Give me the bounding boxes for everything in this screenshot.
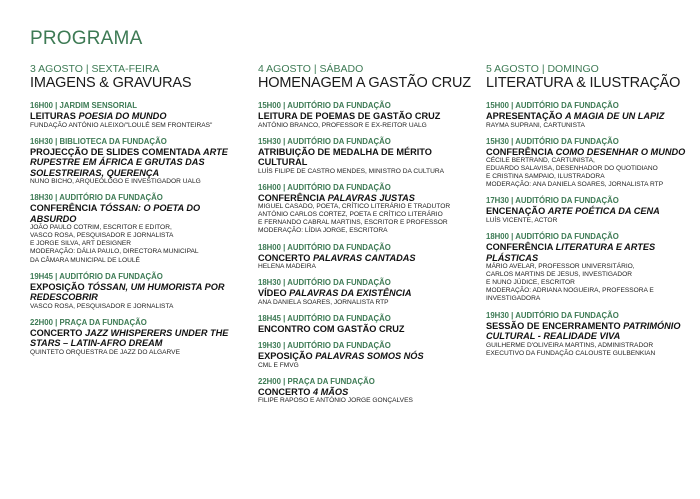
event-item <box>258 101 468 130</box>
event-item <box>258 137 468 176</box>
event-detail: CML E FMVG <box>258 361 299 369</box>
day-date: 4 AGOSTO | SÁBADO <box>258 63 364 75</box>
event-time: 19H45 | AUDITÓRIO DA FUNDAÇÃO <box>30 271 163 281</box>
event-detail: DA CÂMARA MUNICIPAL DE LOULÉ <box>30 256 140 264</box>
event-title-text: EXPOSIÇÃO <box>30 281 88 292</box>
event-item <box>258 183 468 236</box>
event-title-italic: PALAVRAS SOMOS NÓS <box>315 351 424 362</box>
event-detail: EDUARDO SALAVISA, DESENHADOR DO QUOTIDIANO <box>486 165 658 173</box>
event-time: 15H30 | AUDITÓRIO DA FUNDAÇÃO <box>486 136 619 146</box>
event-detail: CÉCILE BERTRAND, CARTUNISTA, <box>486 157 595 165</box>
event-title-italic: ARTE RUPESTRE EM ÁFRICA E GRUTAS DAS SOLESTREIRAS, QUERENÇA <box>30 146 228 178</box>
event-detail: JOÃO PAULO COTRIM, ESCRITOR E EDITOR, <box>30 224 172 232</box>
event-title <box>258 288 468 299</box>
event-title <box>486 206 691 217</box>
event-detail: E JORGE SILVA, ART DESIGNER <box>30 240 132 248</box>
event-title <box>30 282 240 303</box>
event-detail: EXECUTIVO DA FUNDAÇÃO CALOUSTE GULBENKIAN <box>486 349 656 357</box>
event-detail: NUNO BICHO, ARQUEÓLOGO E INVESTIGADOR UALG <box>30 178 201 186</box>
event-title <box>30 147 240 179</box>
event-detail: QUINTETO ORQUESTRA DE JAZZ DO ALGARVE <box>30 348 180 356</box>
event-title-text: ENCENAÇÃO <box>486 206 548 217</box>
event-title-text: CONCERTO <box>258 252 313 263</box>
day-theme: LITERATURA & ILUSTRAÇÃO <box>486 75 681 91</box>
event-detail: MÁRIO AVELAR, PROFESSOR UNIVERSITÁRIO, <box>486 263 635 271</box>
event-detail: GUILHERME D'OLIVEIRA MARTINS, ADMINISTRADOR <box>486 341 654 349</box>
event-detail: FUNDAÇÃO ANTÓNIO ALEIXO/"LOULÉ SEM FRONTEIRAS" <box>30 121 213 129</box>
event-item <box>486 232 691 303</box>
event-time: 18H00 | AUDITÓRIO DA FUNDAÇÃO <box>486 232 619 242</box>
event-item <box>486 101 691 130</box>
event-detail: E CRISTINA SAMPAIO, ILUSTRADORA <box>486 173 605 181</box>
event-item <box>30 318 240 357</box>
event-title <box>30 111 240 122</box>
event-title-text: CONCERTO <box>30 327 85 338</box>
event-title-text: CONFERÊNCIA <box>30 203 100 214</box>
event-item <box>30 193 240 264</box>
event-time: 16H00 | JARDIM SENSORIAL <box>30 101 138 110</box>
event-time: 18H30 | AUDITÓRIO DA FUNDAÇÃO <box>30 193 163 203</box>
event-time: 22H00 | PRAÇA DA FUNDAÇÃO <box>258 376 375 386</box>
event-detail: MODERAÇÃO: LÍDIA JORGE, ESCRITORA <box>258 227 388 235</box>
event-detail: MODERAÇÃO: ANA DANIELA SOARES, JORNALISTA RTP <box>486 181 664 189</box>
event-title-italic: PALAVRAS CANTADAS <box>312 252 416 263</box>
event-time: 16H00 | AUDITÓRIO DA FUNDAÇÃO <box>258 182 391 192</box>
event-item <box>486 311 691 358</box>
event-detail: MODERAÇÃO: ADRIANA NOGUEIRA, PROFESSORA E INVESTIGADORA <box>486 287 654 303</box>
event-time: 17H30 | AUDITÓRIO DA FUNDAÇÃO <box>486 196 619 206</box>
event-detail: E FERNANDO CABRAL MARTINS, ESCRITOR E PROFESSOR <box>258 219 448 227</box>
event-title-italic: POESIA DO MUNDO <box>78 111 167 121</box>
event-title-text: PROJECÇÃO DE SLIDES COMENTADA <box>30 146 204 157</box>
event-title <box>258 253 468 264</box>
event-detail: CARLOS MARTINS DE JESUS, INVESTIGADOR <box>486 271 633 279</box>
event-time: 15H00 | AUDITÓRIO DA FUNDAÇÃO <box>486 101 619 110</box>
event-title-text: CONCERTO <box>258 386 313 397</box>
event-time: 19H30 | AUDITÓRIO DA FUNDAÇÃO <box>486 310 619 320</box>
page-title: PROGRAMA <box>30 28 143 49</box>
event-detail: MODERAÇÃO: DÁLIA PAULO, DIRECTORA MUNICIPAL <box>30 248 199 256</box>
event-title-italic: TÓSSAN, UM HUMORISTA POR REDESCOBRIR <box>30 281 225 303</box>
event-detail: FILIPE RAPOSO E ANTÓNIO JORGE GONÇALVES <box>258 397 413 405</box>
day-column-1 <box>30 63 240 364</box>
event-title-text: VÍDEO <box>258 288 290 299</box>
event-title-text: ENCONTRO COM GASTÃO CRUZ <box>258 323 405 334</box>
event-title-italic: TÓSSAN: O POETA DO ABSURDO <box>30 203 201 224</box>
event-detail: LUÍS FILIPE DE CASTRO MENDES, MINISTRO DA CULTURA <box>258 167 444 175</box>
event-detail: ANTÓNIO CARLOS CORTEZ, POETA E CRÍTICO LITERÁRIO <box>258 211 443 219</box>
event-item <box>258 377 468 406</box>
event-time: 18H00 | AUDITÓRIO DA FUNDAÇÃO <box>258 242 391 252</box>
event-title <box>258 387 468 398</box>
event-detail: VASCO ROSA, PESQUISADOR E JORNALISTA <box>30 232 174 240</box>
event-title-text: EXPOSIÇÃO <box>258 351 316 362</box>
event-title-italic: PALAVRAS JUSTAS <box>327 192 415 203</box>
event-detail: MIGUEL CASADO, POETA, CRÍTICO LITERÁRIO E TRADUTOR <box>258 203 451 211</box>
event-title-text: LEITURA DE POEMAS DE GASTÃO CRUZ <box>258 111 441 121</box>
day-date: 3 AGOSTO | SEXTA-FEIRA <box>30 63 160 75</box>
event-item <box>258 243 468 272</box>
event-title <box>258 111 468 122</box>
event-item <box>258 278 468 307</box>
event-title <box>486 321 691 342</box>
event-time: 19H30 | AUDITÓRIO DA FUNDAÇÃO <box>258 341 391 351</box>
day-column-2 <box>258 63 471 412</box>
event-time: 16H30 | BIBLIOTECA DA FUNDAÇÃO <box>30 136 167 146</box>
event-detail: VASCO ROSA, PESQUISADOR E JORNALISTA <box>30 302 174 310</box>
event-title-text: ATRIBUIÇÃO DE MEDALHA DE MÉRITO CULTURAL <box>258 146 432 168</box>
event-title <box>486 111 691 122</box>
event-detail: E NUNO JÚDICE, ESCRITOR <box>486 279 575 287</box>
day-theme: IMAGENS & GRAVURAS <box>30 75 192 91</box>
event-detail: HELENA MADEIRA <box>258 263 316 271</box>
event-time: 22H00 | PRAÇA DA FUNDAÇÃO <box>30 317 147 327</box>
event-detail: RAYMA SUPRANI, CARTUNISTA <box>486 121 585 129</box>
event-title <box>30 328 240 349</box>
event-time: 15H00 | AUDITÓRIO DA FUNDAÇÃO <box>258 101 391 110</box>
event-title <box>258 193 468 204</box>
event-title <box>258 147 468 168</box>
event-item <box>30 272 240 311</box>
event-title-text: CONFERÊNCIA <box>486 146 556 157</box>
event-title-text: CONFERÊNCIA <box>258 192 328 203</box>
event-time: 15H30 | AUDITÓRIO DA FUNDAÇÃO <box>258 136 391 146</box>
event-title-italic: ARTE POÉTICA DA CENA <box>547 206 660 217</box>
event-time: 18H30 | AUDITÓRIO DA FUNDAÇÃO <box>258 278 391 288</box>
event-title-italic: LITERATURA E ARTES PLÁSTICAS <box>486 242 656 263</box>
event-title-text: CONFERÊNCIA <box>486 242 556 253</box>
event-title-italic: JAZZ WHISPERERS UNDER THE STARS – LATIN-AFRO DREAM <box>30 327 229 349</box>
event-item <box>486 196 691 225</box>
event-item <box>486 137 691 190</box>
event-title-italic: COMO DESENHAR O MUNDO <box>555 146 686 157</box>
event-title <box>486 147 691 158</box>
event-title-italic: PALAVRAS DA EXISTÊNCIA <box>289 288 412 299</box>
event-item <box>258 341 468 370</box>
event-title <box>258 324 468 335</box>
event-title-text: LEITURAS <box>30 111 79 121</box>
day-theme: HOMENAGEM A GASTÃO CRUZ <box>258 75 471 91</box>
event-title <box>258 351 468 362</box>
event-item <box>30 101 240 130</box>
event-item <box>30 137 240 187</box>
event-time: 18H45 | AUDITÓRIO DA FUNDAÇÃO <box>258 313 391 323</box>
day-date: 5 AGOSTO | DOMINGO <box>486 63 599 75</box>
event-detail: ANA DANIELA SOARES, JORNALISTA RTP <box>258 298 389 306</box>
event-title-text: SESSÃO DE ENCERRAMENTO <box>486 320 624 331</box>
event-title <box>30 203 240 224</box>
event-title-italic: 4 MÃOS <box>312 386 349 397</box>
event-title-italic: PATRIMÓNIO CULTURAL - REALIDADE VIVA <box>486 320 681 342</box>
event-detail: LUÍS VICENTE, ACTOR <box>486 216 558 224</box>
event-title-text: APRESENTAÇÃO <box>486 111 565 121</box>
day-column-3 <box>486 63 691 365</box>
event-detail: ANTÓNIO BRANCO, PROFESSOR E EX-REITOR UALG <box>258 121 427 129</box>
event-title <box>486 242 691 263</box>
event-item <box>258 314 468 335</box>
event-title-italic: A MAGIA DE UN LAPIZ <box>564 111 665 121</box>
